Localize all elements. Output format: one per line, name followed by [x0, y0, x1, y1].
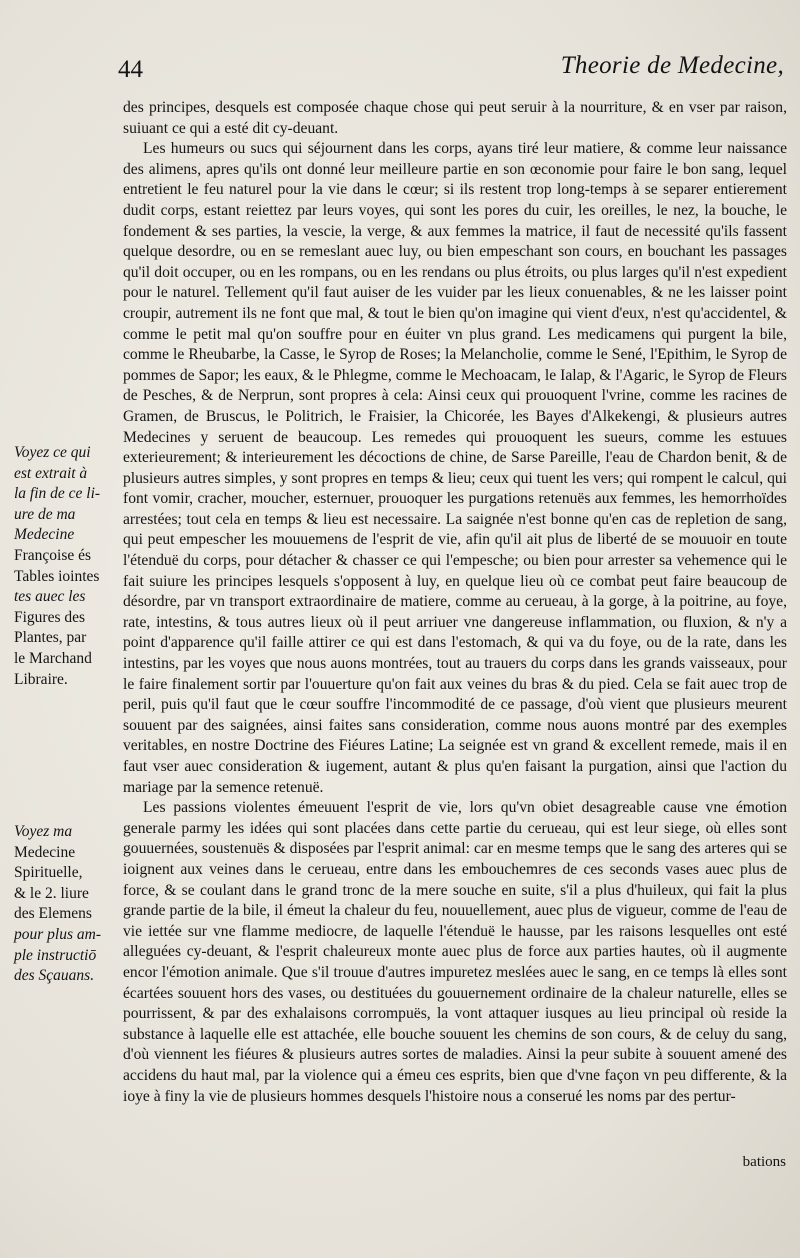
margin-note-line: le Marchand	[14, 649, 92, 667]
margin-note-line: & le 2. liure	[14, 884, 89, 902]
margin-note-line: ple instructiō	[14, 946, 97, 964]
margin-note-line: Medecine	[14, 526, 75, 544]
margin-note-line: tes auec les	[14, 588, 86, 606]
margin-note-line: Voyez ma	[14, 823, 73, 840]
margin-note-line: Voyez ce qui	[14, 444, 91, 461]
margin-note-line: Plantes, par	[14, 629, 87, 647]
catchword: bations	[742, 1154, 786, 1170]
paragraph-humeurs: Les humeurs ou sucs qui séjournent dans les corps, ayans tiré leur matiere, & comme leur naissance des alimens, apres qu'ils ont donné leur meilleure partie en son œconomie pour faire le bon sang, lequel entretient le feu naturel pour la vie dans le cœur; si ils restent trop long-temps à se separer entierement dudit corps, estant reiettez par leurs voyes, qui sont les pores du cuir, les oreilles, le nez, la bouche, le fondement & ses parties, la vescie, la verge, & aux femmes la matrice, il faut de necessité qu'ils fassent quelque desordre, ou en se remeslant auec luy, ou bien empeschant son cours, en bouchant les passages qu'il doit occuper, ou en les rompans, ou en les rendans ou plus étroits, ou plus larges qu'il n'est expedient pour le naturel. Tellement qu'il faut auiser de les vuider par les lieux conuenables, & ne les laisser point croupir, autrement ils ne font que mal, & tout le bien qu'on imagine qui vient d'eux, n'est qu'accidentel, & comme le petit mal qu'on souffre pour en éuiter vn plus grand. Les medicamens qui purgent la bile, comme le Rheubarbe, la Casse, le Syrop de Roses; la Melancholie, comme le Sené, l'Epithim, le Syrop de pommes de Sapor; les eaux, & le Phlegme, comme le Mechoacam, le Ialap, & l'Agaric, le Syrop de Fleurs de Pesches, & de Nerprun, sont propres à cela: Ainsi ceux qui prouoquent l'vrine, comme les racines de Gramen, de Bruscus, le Politrich, le Fraisier, la Chicorée, les Bayes d'Alkekengi, & plusieurs autres Medecines y seruent de beaucoup. Les remedes qui prouoquent les sueurs, comme les estuues exterieurement; & interieurement les décoctions de chine, de Sarse Pareille, l'eau de Chardon benit, & de plusieurs autres simples, y sont propres en temps & lieu; ceux qui tuent les vers; qui rompent le calcul, qui font vomir, cracher, moucher, esternuer, prouoquer les purgations retenuës aux femmes, les hemorrhoïdes arrestées; tout cela en temps & lieu est necessaire. La saignée n'est bonne qu'en cas de repletion de sang, qui peut empescher les mouuemens de l'esprit de vie, afin qu'il ait plus de liberté de se mouuoir en toute l'étenduë du corps, pour détacher & chasser ce qui l'empesche; ou bien pour arrester sa vehemence qui le fait suiure les principes lesquels s'opposent à luy, en quelque lieu où ce combat peut faire beaucoup de désordre, par vn transport extraordinaire de matiere, comme au cerueau, à la gorge, à la poitrine, au foye, rate, intestins, & tous autres lieux où il peut arriuer vne dangereuse inflammation, ou fluxion, & n'y a point d'apparence qu'il faille attirer ce qui est dans l'estomach, & qui va du foye, ou de la rate, dans les intestins, par les voyes que nous auons montrées, tout au trauers du corps dans les grands vaisseaux, pour le faire finalement sortir par l'ouuerture qu'on fait aux veines du bras & du pied. Cela se fait auec trop de peril, puis qu'il faut que le cœur souffre l'incommodité de ce passage, d'où vient que plusieurs meurent souuent par des saignées, ainsi faites sans consideration, comme nous auons montré par des exemples veritables, en nostre Doctrine des Fiéures Latine; La seignée est vn grand & excellent remede, mais il en faut vser auec consideration & iugement, autant & plus qu'en faisant la purgation, ainsi que l'action du mariage par la semence retenuë.	[123, 140, 787, 796]
page-number: 44	[118, 56, 143, 83]
margin-note-line: Tables iointes	[14, 567, 100, 585]
margin-note-line: Spirituelle,	[14, 864, 83, 882]
page-header	[118, 52, 786, 92]
margin-note-line: Libraire.	[14, 670, 68, 688]
margin-note-line: Medecine	[14, 843, 76, 861]
margin-note-1	[14, 443, 114, 690]
margin-note-line: des Sçauans.	[14, 967, 95, 985]
main-text	[123, 98, 787, 1107]
margin-note-line: est extrait à	[14, 464, 88, 482]
margin-note-line: la fin de ce li-	[14, 485, 101, 503]
margin-note-2	[14, 822, 114, 987]
margin-note-line: ure de ma	[14, 505, 76, 523]
paragraph-passions: Les passions violentes émeuuent l'esprit de vie, lors qu'vn obiet desagreable cause vne émotion generale parmy les idées qui sont placées dans cette partie du cerueau, qui est leur siege, où elles sont gouuernées, soustenuës & disposées par l'esprit animal: car en mesme temps que le sang des arteres qui se ioignent aux veines dans le cerueau, entre dans les embouchemres de ces seconds vases auec plus de force, & se coulant dans le grand tronc de la mere souche en suite, s'il a plus d'huileux, qui fait la plus grande partie de la bile, il émeut la chaleur du feu, nouuellement, auec plus de vigueur, comme de l'eau de vie iettée sur vne flamme mediocre, de laquelle l'étenduë le hausse, par les raisons lesquelles ont esté alleguées cy-deuant, & l'esprit chaleureux monte auec plus de force aux parties hautes, où il augmente encor l'émotion animale. Que s'il trouue d'autres impuretez meslées auec le sang, en ce temps là elles sont écartées souuent hors des vases, ou destituées du gouuernement ordinaire de la chaleur naturelle, elles se pourrissent, & par des exhalaisons corrompuës, la vont attaquer iusques au lieu principal où reside la substance à laquelle elle est attachée, elle bouche souuent les chemins de son cours, & de celuy du sang, d'où viennent les fiéures & plusieurs autres sortes de maladies. Ainsi la peur subite à souuent amené des accidens du haut mal, par la violence qui a émeu ces esprits, bien que d'vne façon vn peu differente, & la ioye à finy la vie de plusieurs hommes desquels l'histoire nous a conserué les noms par des pertur-	[123, 799, 787, 1105]
paragraph-continuation: des principes, desquels est composée chaque chose qui peut seruir à la nourriture, & en vser par raison, suiuant ce qui a esté dit cy-deuant.	[123, 99, 787, 137]
margin-note-line: Françoise és	[14, 546, 92, 564]
margin-note-line: pour plus am-	[14, 925, 101, 943]
margin-note-line: des Elemens	[14, 905, 92, 923]
running-title: Theorie de Medecine,	[560, 52, 784, 79]
margin-note-line: Figures des	[14, 608, 86, 626]
